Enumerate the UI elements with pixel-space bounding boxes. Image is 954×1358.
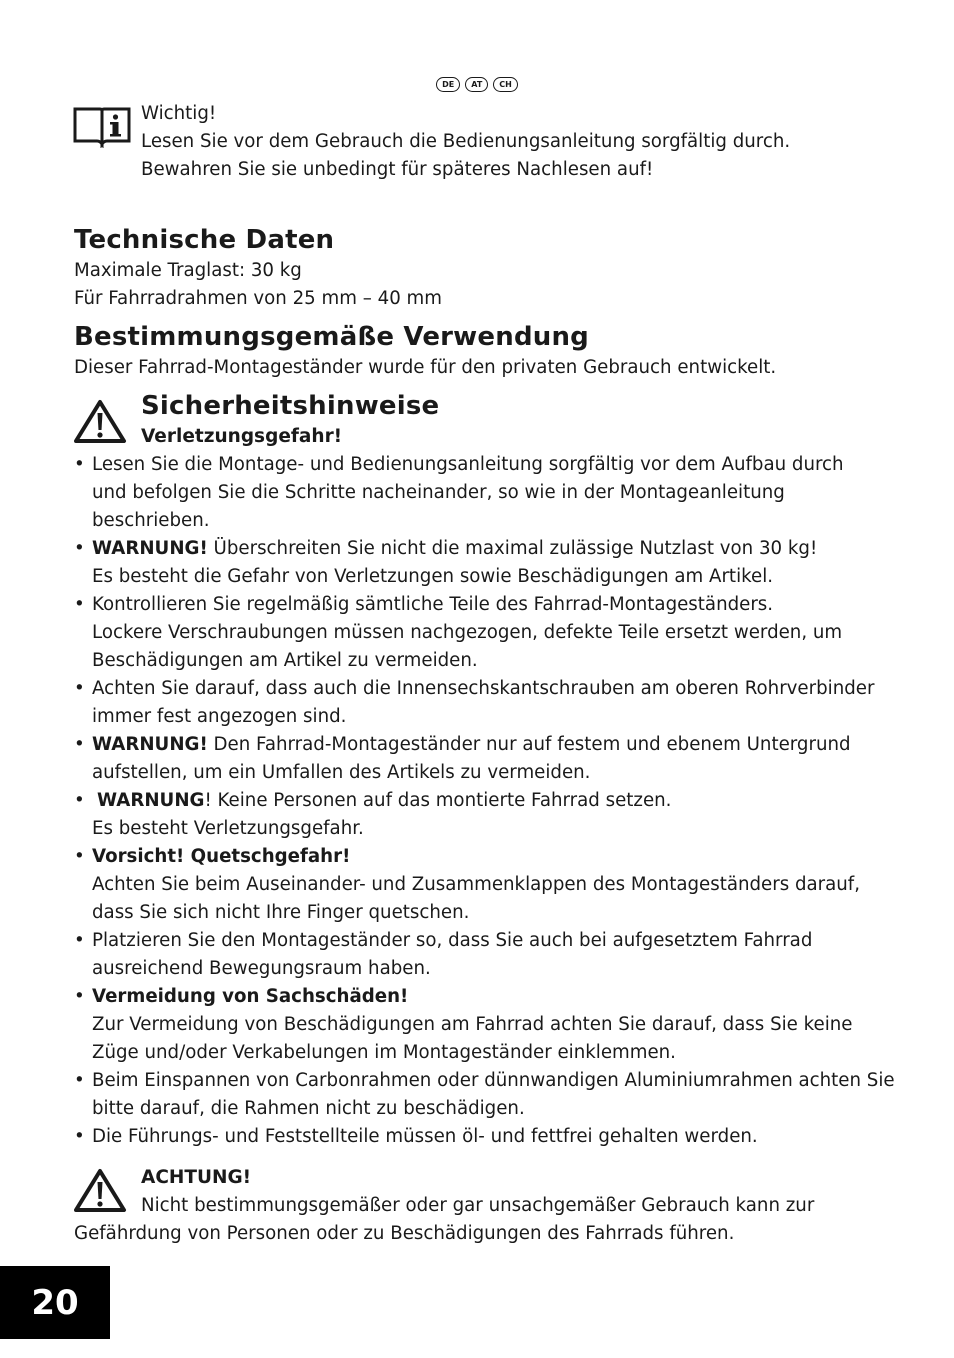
usage-text: Dieser Fahrrad-Montageständer wurde für den privaten Gebrauch entwickelt. [74,357,777,378]
bullet-dot: • [74,1126,85,1147]
tech-heading: Technische Daten [74,225,335,255]
caution-label: Vorsicht! Quetschgefahr! [92,846,351,867]
item-line: beschrieben. [92,510,210,531]
warning-label: WARNUNG! [92,734,208,755]
bullet-dot: • [74,846,85,867]
item-line: Platzieren Sie den Montageständer so, dass Sie auch bei aufgesetztem Fahrrad [92,930,813,951]
info-title: Wichtig! [141,103,217,124]
item-line: aufstellen, um ein Umfallen des Artikels zu vermeiden. [92,762,591,783]
lang-badge-de: DE [436,77,460,92]
item-line: Züge und/oder Verkabelungen im Montageständer einklemmen. [92,1042,676,1063]
item-line: bitte darauf, die Rahmen nicht zu beschädigen. [92,1098,525,1119]
caution-text: Nicht bestimmungsgemäßer oder gar unsachgemäßer Gebrauch kann zur [141,1195,815,1216]
lang-badge-ch: CH [493,77,518,92]
item-line: Lockere Verschraubungen müssen nachgezogen, defekte Teile ersetzt werden, um [92,622,843,643]
item-line: Achten Sie beim Auseinander- und Zusammenklappen des Montageständers darauf, [92,874,860,895]
caution-text: Gefährdung von Personen oder zu Beschädigungen des Fahrrads führen. [74,1223,735,1244]
warning-label: WARNUNG [97,790,205,811]
bullet-dot: • [74,454,85,475]
warning-triangle-icon [73,1167,127,1213]
bullet-dot: • [74,538,85,559]
safety-subheading: Verletzungsgefahr! [141,426,343,447]
item-line: Lesen Sie die Montage- und Bedienungsanleitung sorgfältig vor dem Aufbau durch [92,454,844,475]
item-line [92,731,851,759]
item-line: Die Führungs- und Feststellteile müssen öl- und fettfrei gehalten werden. [92,1126,758,1147]
item-line: Kontrollieren Sie regelmäßig sämtliche Teile des Fahrrad-Montageständers. [92,594,774,615]
item-text: Überschreiten Sie nicht die maximal zulässige Nutzlast von 30 kg! [207,538,818,559]
usage-heading: Bestimmungsgemäße Verwendung [74,322,589,352]
bullet-dot: • [74,594,85,615]
safety-heading: Sicherheitshinweise [141,391,440,421]
item-line: dass Sie sich nicht Ihre Finger quetschen. [92,902,470,923]
item-text: Den Fahrrad-Montageständer nur auf festem und ebenem Untergrund [207,734,851,755]
info-line: Lesen Sie vor dem Gebrauch die Bedienungsanleitung sorgfältig durch. [141,131,791,152]
item-line [97,787,671,815]
item-line: und befolgen Sie die Schritte nacheinander, so wie in der Montageanleitung [92,482,785,503]
lang-badge-at: AT [465,77,488,92]
bullet-dot: • [74,1070,85,1091]
bullet-dot: • [74,790,85,811]
info-line: Bewahren Sie sie unbedingt für späteres Nachlesen auf! [141,159,654,180]
item-line: Beschädigungen am Artikel zu vermeiden. [92,650,478,671]
caution-heading: ACHTUNG! [141,1167,252,1188]
item-line [92,535,817,563]
item-line [92,983,408,1011]
tech-line: Maximale Traglast: 30 kg [74,260,302,281]
item-line: Es besteht die Gefahr von Verletzungen sowie Beschädigungen am Artikel. [92,566,774,587]
item-line: ausreichend Bewegungsraum haben. [92,958,431,979]
item-line [92,843,350,871]
language-badges [0,77,954,92]
item-line: Zur Vermeidung von Beschädigungen am Fahrrad achten Sie darauf, dass Sie keine [92,1014,853,1035]
warning-label: WARNUNG! [92,538,208,559]
info-manual-icon [73,104,131,148]
bullet-dot: • [74,986,85,1007]
bullet-dot: • [74,678,85,699]
tech-line: Für Fahrradrahmen von 25 mm – 40 mm [74,288,442,309]
bullet-dot: • [74,734,85,755]
bullet-dot: • [74,930,85,951]
item-line: Es besteht Verletzungsgefahr. [92,818,364,839]
caution-label: Vermeidung von Sachschäden! [92,986,409,1007]
warning-triangle-icon [73,398,127,444]
item-text: ! Keine Personen auf das montierte Fahrrad setzen. [204,790,672,811]
item-line: Achten Sie darauf, dass auch die Innensechskantschrauben am oberen Rohrverbinder [92,678,875,699]
item-line: Beim Einspannen von Carbonrahmen oder dünnwandigen Aluminiumrahmen achten Sie [92,1070,895,1091]
item-line: immer fest angezogen sind. [92,706,347,727]
page-number: 20 [0,1266,110,1339]
